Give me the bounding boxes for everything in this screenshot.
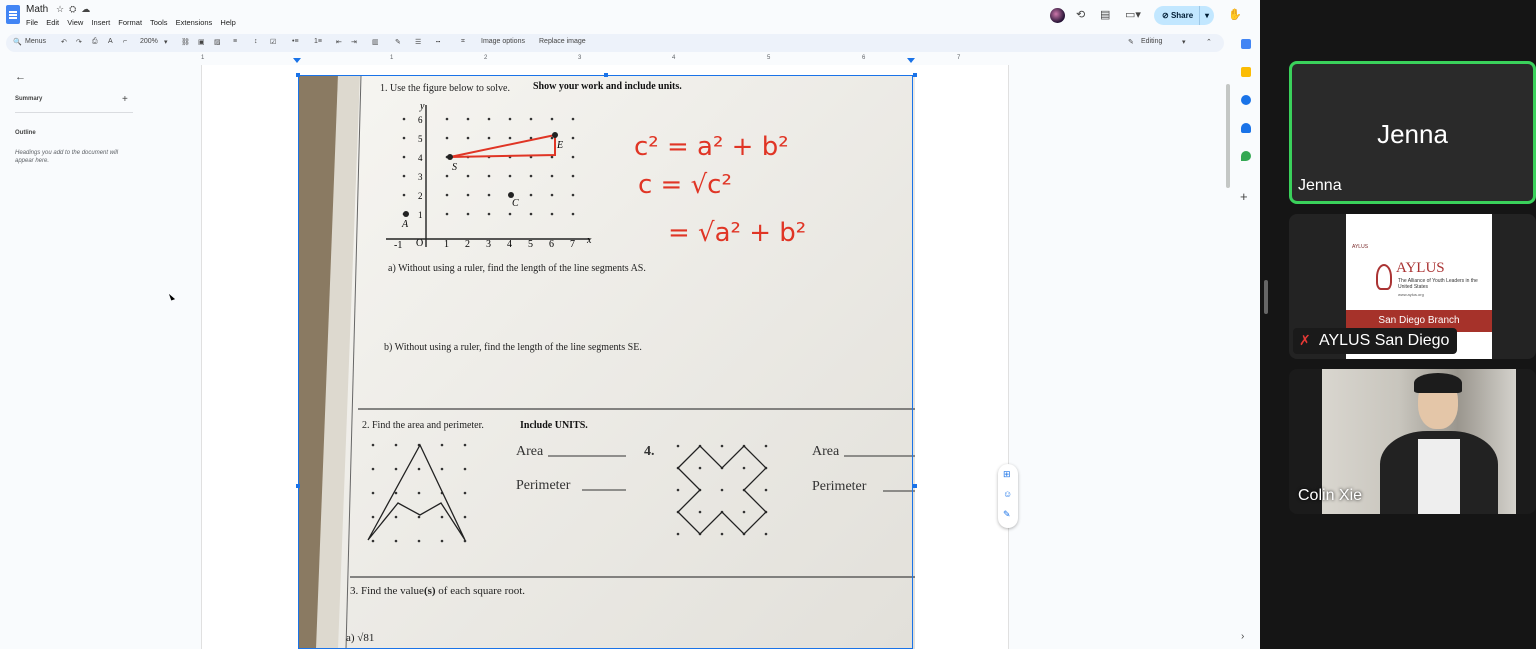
y-tick: 6 xyxy=(418,115,423,125)
grid-dot xyxy=(372,516,375,519)
q3a-text: a) √81 xyxy=(346,632,375,644)
contacts-icon[interactable] xyxy=(1241,123,1251,133)
q3-text-rest: of each square root. xyxy=(435,585,526,597)
zoom-select[interactable]: 200% xyxy=(140,38,158,45)
grid-dot xyxy=(765,533,768,536)
grid-dot xyxy=(467,175,470,178)
expand-panel-icon[interactable]: › xyxy=(1241,631,1245,642)
grid-dot xyxy=(403,137,406,140)
y-tick: 1 xyxy=(418,210,423,220)
grid-dot xyxy=(464,540,467,543)
grid-dot xyxy=(441,444,444,447)
grid-dot xyxy=(488,118,491,121)
bullet-list-icon[interactable]: •≡ xyxy=(292,38,299,45)
comments-icon[interactable]: ▤ xyxy=(1100,9,1111,21)
add-comment-icon[interactable]: ▣ xyxy=(198,39,205,46)
maps-icon[interactable] xyxy=(1241,151,1251,161)
grid-dot xyxy=(464,468,467,471)
panel-resize-handle[interactable] xyxy=(1264,280,1268,314)
q3-text xyxy=(350,585,525,597)
undo-icon[interactable]: ↶ xyxy=(61,39,67,46)
grid-dot xyxy=(721,445,724,448)
border-dash-icon[interactable]: ┅ xyxy=(436,39,441,46)
add-comment-icon[interactable]: ⊞ xyxy=(1003,469,1011,479)
participant-name-label: Colin Xie xyxy=(1298,487,1363,504)
x-tick: 6 xyxy=(549,239,554,250)
grid-dot xyxy=(572,175,575,178)
aylus-url: www.aylus.org xyxy=(1398,292,1424,297)
add-addon-icon[interactable]: + xyxy=(1240,189,1248,204)
label-S: S xyxy=(452,162,457,173)
grid-dot xyxy=(743,511,746,514)
cloud-icon[interactable]: ☁ xyxy=(81,4,96,14)
align-icon[interactable]: ≡ xyxy=(233,38,238,45)
person-hair xyxy=(1414,373,1462,393)
grid-dot xyxy=(530,213,533,216)
x-tick: 7 xyxy=(570,239,575,250)
share-dropdown-icon[interactable]: ▾ xyxy=(1199,6,1214,25)
q1b-text: b) Without using a ruler, find the length of the line segments SE. xyxy=(384,342,642,353)
ruler-number: 1 xyxy=(390,55,394,61)
grid-dot xyxy=(464,492,467,495)
x-tick: 5 xyxy=(528,239,533,250)
ruler-number: 5 xyxy=(767,55,771,61)
star-icon[interactable]: ☆ xyxy=(56,4,70,14)
label-E: E xyxy=(557,140,564,151)
grid-dot xyxy=(765,489,768,492)
keep-icon[interactable] xyxy=(1241,67,1251,77)
x-tick: 1 xyxy=(444,239,449,250)
x-tick: 2 xyxy=(465,239,470,250)
grid-dot xyxy=(395,540,398,543)
ruler-number: 4 xyxy=(672,55,676,61)
columns-icon[interactable]: ▥ xyxy=(372,39,379,46)
grid-dot xyxy=(395,492,398,495)
line-spacing-icon[interactable]: ↕ xyxy=(254,38,258,45)
menu-extensions[interactable]: Extensions xyxy=(175,18,213,27)
x-tick: -1 xyxy=(394,240,403,251)
divider xyxy=(15,112,133,113)
y-axis-label: y xyxy=(420,101,425,112)
grid-dot xyxy=(572,194,575,197)
grid-dot xyxy=(572,137,575,140)
grid-dot xyxy=(699,467,702,470)
resize-handle[interactable] xyxy=(913,484,917,488)
tasks-icon[interactable] xyxy=(1241,95,1251,105)
participant-display-name: Jenna xyxy=(1377,119,1448,149)
redo-icon[interactable]: ↷ xyxy=(76,39,82,46)
lightbulb-icon xyxy=(1376,264,1392,290)
header-right-actions xyxy=(1050,4,1260,28)
question-4-number: 4. xyxy=(644,444,655,459)
q2-text: 2. Find the area and perimeter. xyxy=(362,420,484,431)
point-E xyxy=(552,132,558,138)
grid-dot xyxy=(418,540,421,543)
share-button[interactable] xyxy=(1154,6,1214,25)
branch-banner: San Diego Branch xyxy=(1346,310,1492,332)
add-summary-icon[interactable]: + xyxy=(122,94,128,105)
aylus-title: AYLUS xyxy=(1396,260,1445,276)
menu-format[interactable]: Format xyxy=(118,18,143,27)
x-tick: 3 xyxy=(486,239,491,250)
grid-dot xyxy=(488,137,491,140)
collapse-toolbar-icon[interactable]: ⌃ xyxy=(1206,39,1212,46)
grid-dot xyxy=(765,445,768,448)
grid-dot xyxy=(403,194,406,197)
q2-bold-text: Include UNITS. xyxy=(520,420,588,431)
grid-dot xyxy=(418,468,421,471)
grid-dot xyxy=(467,137,470,140)
summary-heading: Summary xyxy=(15,96,43,102)
y-tick: 4 xyxy=(418,153,423,163)
grid-dot xyxy=(509,137,512,140)
ruler-number: 7 xyxy=(957,55,961,61)
insert-image-icon[interactable]: ▨ xyxy=(214,39,221,46)
floating-action-bar xyxy=(998,464,1018,528)
document-title[interactable]: Math xyxy=(26,4,49,15)
checklist-icon[interactable]: ☑ xyxy=(270,39,277,46)
document-outline-panel xyxy=(0,65,200,649)
y-tick: 2 xyxy=(418,191,423,201)
grid-dot xyxy=(418,516,421,519)
grid-dot xyxy=(530,194,533,197)
grid-dot xyxy=(403,156,406,159)
grid-dot xyxy=(721,489,724,492)
grid-dot xyxy=(572,118,575,121)
worksheet-photo[interactable] xyxy=(298,75,915,649)
grid-dot xyxy=(446,213,449,216)
grid-dot xyxy=(467,118,470,121)
resize-handle[interactable] xyxy=(296,73,300,77)
grid-dot xyxy=(551,156,554,159)
grid-dot xyxy=(677,533,680,536)
person-shirt xyxy=(1418,439,1460,514)
grid-dot xyxy=(467,194,470,197)
ruler-number: 1 xyxy=(201,55,205,61)
grid-dot xyxy=(395,444,398,447)
grid-dot xyxy=(464,444,467,447)
crop-icon[interactable]: ⌗ xyxy=(461,38,465,45)
grid-dot xyxy=(446,175,449,178)
q1-text: 1. Use the figure below to solve. xyxy=(380,83,510,94)
paint-format-icon[interactable]: ⌐ xyxy=(123,38,128,45)
left-indent-marker[interactable] xyxy=(293,58,301,63)
back-arrow-icon[interactable]: ← xyxy=(15,71,26,83)
editing-mode-select[interactable]: Editing xyxy=(1141,38,1163,45)
grid-dot xyxy=(441,540,444,543)
grid-dot xyxy=(572,156,575,159)
history-icon[interactable]: ⟲ xyxy=(1076,9,1086,21)
vertical-scrollbar[interactable] xyxy=(1226,84,1230,188)
mode-dropdown-icon[interactable]: ▾ xyxy=(1182,39,1186,46)
menu-edit[interactable]: Edit xyxy=(46,18,60,27)
grid-dot xyxy=(372,468,375,471)
participant-name-label: AYLUS San Diego xyxy=(1319,332,1450,349)
muted-mic-icon: ✗ xyxy=(1299,332,1311,348)
y-tick: 5 xyxy=(418,134,423,144)
handwriting-line-2: c = √c² xyxy=(638,170,732,200)
grid-dot xyxy=(551,118,554,121)
grid-dot xyxy=(446,137,449,140)
grid-dot xyxy=(743,467,746,470)
menu-help[interactable]: Help xyxy=(220,18,236,27)
menu-tools[interactable]: Tools xyxy=(150,18,168,27)
grid-dot xyxy=(509,213,512,216)
collaborator-avatar[interactable] xyxy=(1050,8,1065,23)
grid-dot xyxy=(403,175,406,178)
participant-name-chip xyxy=(1293,328,1457,354)
grid-dot xyxy=(721,533,724,536)
grid-dot xyxy=(395,468,398,471)
grid-dot xyxy=(464,516,467,519)
aylus-small-label: AYLUS xyxy=(1352,244,1369,250)
menu-insert[interactable]: Insert xyxy=(91,18,111,27)
perimeter-label-2: Perimeter xyxy=(812,479,867,494)
grid-dot xyxy=(441,516,444,519)
grid-dot xyxy=(418,492,421,495)
handwriting-line-3: = √a² + b² xyxy=(668,218,807,248)
grid-dot xyxy=(372,492,375,495)
q1a-text: a) Without using a ruler, find the length of the line segments AS. xyxy=(388,263,646,274)
link-icon[interactable]: ⛓ xyxy=(181,39,190,46)
zoom-dropdown-icon[interactable]: ▾ xyxy=(164,39,168,46)
resize-handle[interactable] xyxy=(296,484,300,488)
right-indent-marker[interactable] xyxy=(907,58,915,63)
docs-logo-icon[interactable] xyxy=(6,5,20,24)
grid-dot xyxy=(677,489,680,492)
grid-dot xyxy=(403,118,406,121)
ruler-number: 3 xyxy=(578,55,582,61)
grid-dot xyxy=(551,213,554,216)
grid-dot xyxy=(446,194,449,197)
point-S xyxy=(447,154,453,160)
border-color-icon[interactable]: ✎ xyxy=(395,39,401,46)
q1-bold-text: Show your work and include units. xyxy=(533,81,682,92)
x-tick: 4 xyxy=(507,239,512,250)
outline-heading: Outline xyxy=(15,130,36,136)
participant-tile-colin[interactable] xyxy=(1289,369,1536,514)
menu-bar xyxy=(26,18,242,27)
grid-dot xyxy=(372,540,375,543)
search-menus-icon[interactable]: 🔍 xyxy=(13,39,22,46)
label-A: A xyxy=(402,219,409,230)
outline-hint: Headings you add to the document will appear here. xyxy=(15,150,119,164)
docs-header xyxy=(0,0,1260,33)
share-label: Share xyxy=(1170,11,1194,20)
participant-tile-jenna[interactable] xyxy=(1289,61,1536,204)
grid-dot xyxy=(441,468,444,471)
participant-name-label: Jenna xyxy=(1298,177,1342,194)
grid-dot xyxy=(551,175,554,178)
replace-image-button[interactable]: Replace image xyxy=(539,38,586,45)
print-icon[interactable]: ⎙ xyxy=(92,38,98,45)
decrease-indent-icon[interactable]: ⇤ xyxy=(336,39,342,46)
handwriting-line-1: c² = a² + b² xyxy=(634,132,789,162)
side-panel-rail xyxy=(1236,33,1256,649)
participant-tile-aylus[interactable] xyxy=(1289,214,1536,359)
resize-handle[interactable] xyxy=(604,73,608,77)
grid-dot xyxy=(699,511,702,514)
calendar-icon[interactable] xyxy=(1241,39,1251,49)
suggest-edit-icon[interactable]: ✎ xyxy=(1003,509,1011,519)
meet-icon[interactable]: ▭▾ xyxy=(1125,9,1141,21)
grid-dot xyxy=(530,118,533,121)
grid-dot xyxy=(446,118,449,121)
spellcheck-icon[interactable]: A xyxy=(108,38,113,45)
grid-dot xyxy=(572,213,575,216)
label-C: C xyxy=(512,198,519,209)
ruler-number: 2 xyxy=(484,55,488,61)
perimeter-label-1: Perimeter xyxy=(516,478,571,493)
y-tick: 3 xyxy=(418,172,423,182)
x-tick: O xyxy=(416,238,424,249)
grid-dot xyxy=(509,175,512,178)
menu-view[interactable]: View xyxy=(67,18,84,27)
grid-dot xyxy=(530,175,533,178)
aylus-tagline: The Alliance of Youth Leaders in the United States xyxy=(1398,278,1478,290)
grid-dot xyxy=(488,194,491,197)
worksheet-image xyxy=(298,75,915,649)
q3-text-bold: (s) xyxy=(423,585,436,597)
editing-toolbar xyxy=(6,34,1224,52)
increase-indent-icon[interactable]: ⇥ xyxy=(351,39,357,46)
x-axis-label: x xyxy=(587,235,592,246)
grid-dot xyxy=(509,118,512,121)
grid-dot xyxy=(467,213,470,216)
grid-dot xyxy=(372,444,375,447)
image-options-button[interactable]: Image options xyxy=(481,38,525,45)
grid-dot xyxy=(551,194,554,197)
move-icon[interactable]: ⛭ xyxy=(69,4,82,14)
area-label-2: Area xyxy=(812,444,840,459)
menu-file[interactable]: File xyxy=(26,18,39,27)
border-weight-icon[interactable]: ☰ xyxy=(415,39,422,46)
grid-dot xyxy=(488,213,491,216)
edit-pencil-icon: ✎ xyxy=(1128,39,1134,46)
menus-search[interactable]: Menus xyxy=(25,38,47,45)
grid-dot xyxy=(677,445,680,448)
point-A xyxy=(403,211,409,217)
gemini-icon[interactable]: ✋ xyxy=(1228,9,1242,21)
numbered-list-icon[interactable]: 1≡ xyxy=(314,38,322,45)
title-actions xyxy=(56,4,95,15)
lock-icon: ⊘ xyxy=(1162,11,1169,20)
q3-text-main: 3. Find the value xyxy=(350,585,424,597)
resize-handle[interactable] xyxy=(913,73,917,77)
grid-dot xyxy=(488,175,491,178)
area-label-1: Area xyxy=(516,444,544,459)
ruler-number: 6 xyxy=(862,55,866,61)
grid-dot xyxy=(395,516,398,519)
emoji-reaction-icon[interactable]: ☺ xyxy=(1003,489,1013,499)
